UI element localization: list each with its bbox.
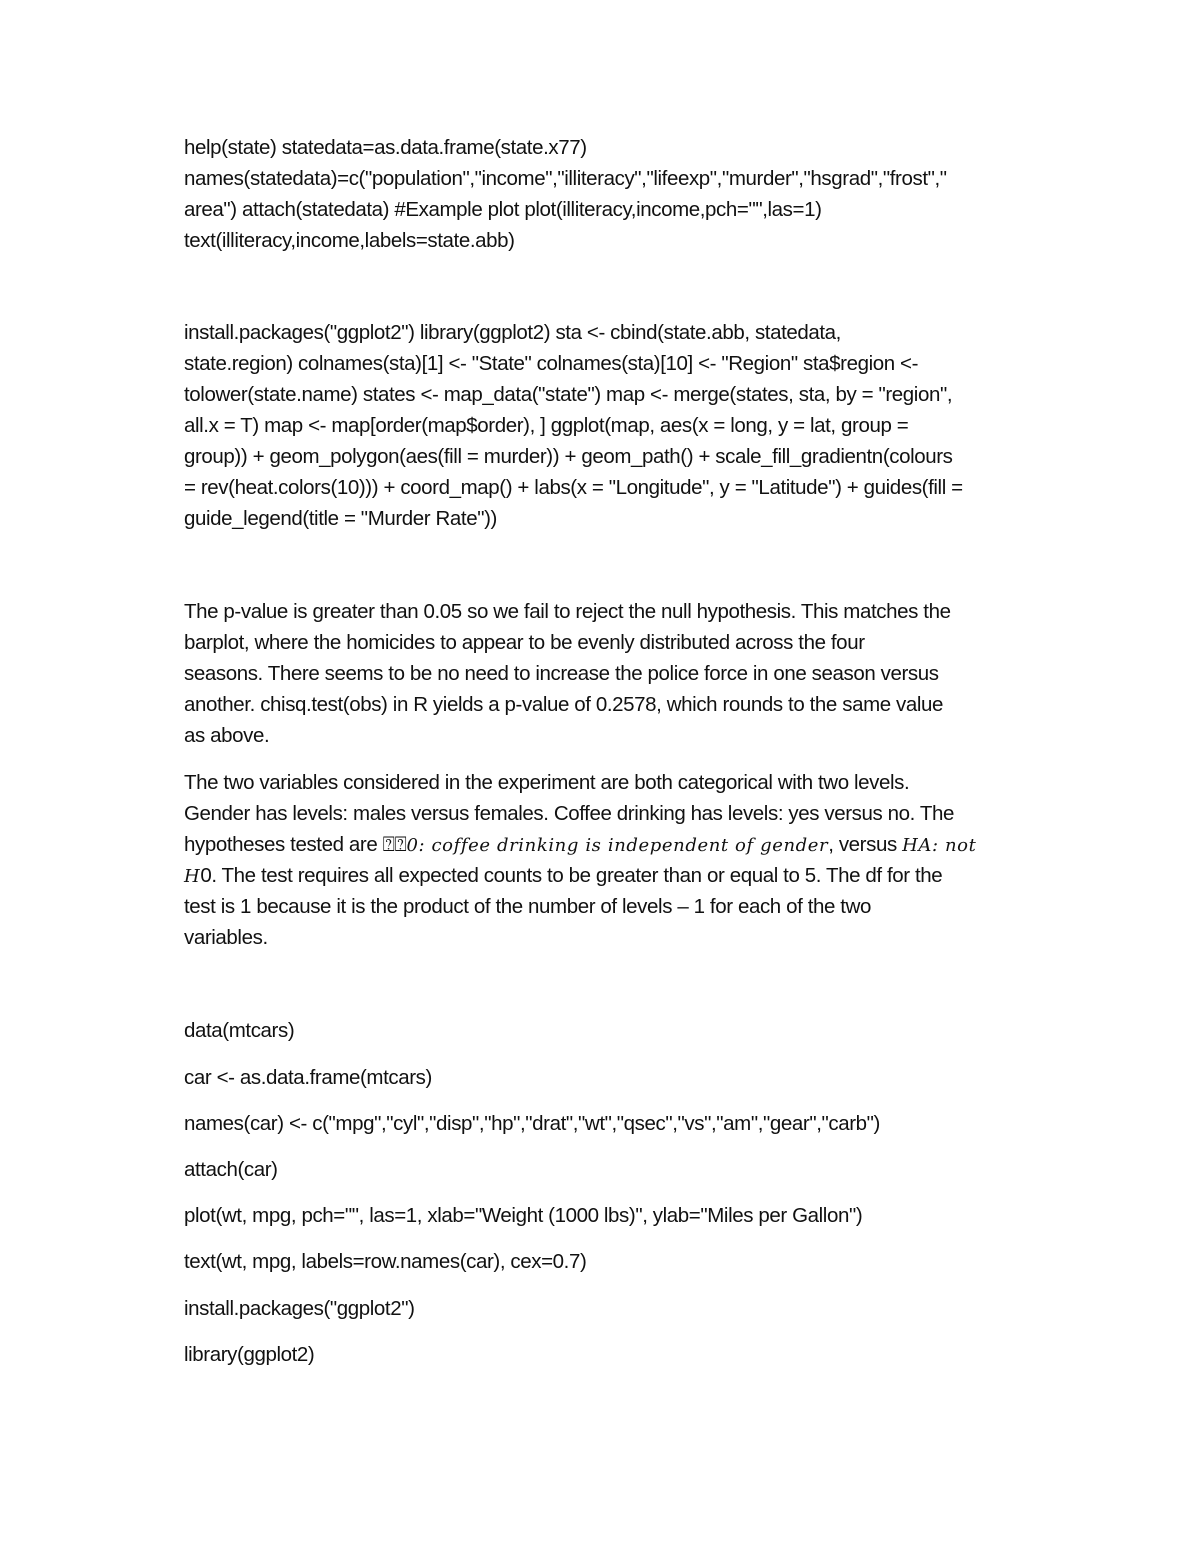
code-line: help(state) statedata=as.data.frame(state.x77) [184, 136, 587, 159]
code-line: data(mtcars) [184, 1019, 295, 1042]
paragraph-line [184, 829, 976, 861]
code-line: guide_legend(title = "Murder Rate")) [184, 507, 497, 530]
code-line: = rev(heat.colors(10))) + coord_map() + labs(x = "Longitude", y = "Latitude") + guides(fill = [184, 476, 963, 499]
null-hypothesis-math: 0: coffee drinking is independent of gender [406, 835, 829, 856]
paragraph-line: Gender has levels: males versus females. Coffee drinking has levels: yes versus no. The [184, 802, 955, 825]
code-line: names(statedata)=c("population","income","illiteracy","lifeexp","murder","hsgrad","frost"," [184, 167, 947, 190]
code-line: all.x = T) map <- map[order(map$order), ] ggplot(map, aes(x = long, y = lat, group = [184, 414, 909, 437]
paragraph-line: The p-value is greater than 0.05 so we fail to reject the null hypothesis. This matches the [184, 600, 951, 623]
paragraph-line: seasons. There seems to be no need to increase the police force in one season versus [184, 662, 939, 685]
missing-glyph-icon: ⍰⍰ [382, 833, 407, 856]
code-line: plot(wt, mpg, pch="", las=1, xlab="Weight (1000 lbs)", ylab="Miles per Gallon") [184, 1204, 863, 1227]
code-line: text(illiteracy,income,labels=state.abb) [184, 229, 515, 252]
paragraph-line: barplot, where the homicides to appear to be evenly distributed across the four [184, 631, 865, 654]
null-hypothesis-symbol: H [184, 866, 201, 887]
code-line: install.packages("ggplot2") [184, 1297, 415, 1320]
code-line: group)) + geom_polygon(aes(fill = murder)) + geom_path() + scale_fill_gradientn(colours [184, 445, 953, 468]
paragraph-line: test is 1 because it is the product of the number of levels – 1 for each of the two [184, 895, 871, 918]
paragraph-text: 0. The test requires all expected counts to be greater than or equal to 5. The df for the [200, 864, 943, 887]
paragraph-line: The two variables considered in the experiment are both categorical with two levels. [184, 771, 910, 794]
paragraph-line: variables. [184, 926, 268, 949]
alt-hypothesis-math: HA: not [902, 835, 977, 856]
code-line: tolower(state.name) states <- map_data("state") map <- merge(states, sta, by = "region", [184, 383, 953, 406]
code-line: car <- as.data.frame(mtcars) [184, 1066, 432, 1089]
code-line: install.packages("ggplot2") library(ggplot2) sta <- cbind(state.abb, statedata, [184, 321, 841, 344]
paragraph-line [184, 860, 942, 892]
code-line: names(car) <- c("mpg","cyl","disp","hp","drat","wt","qsec","vs","am","gear","carb") [184, 1112, 880, 1135]
code-line: library(ggplot2) [184, 1343, 315, 1366]
paragraph-text: , versus [828, 833, 903, 856]
code-line: text(wt, mpg, labels=row.names(car), cex=0.7) [184, 1250, 587, 1273]
code-line: attach(car) [184, 1158, 278, 1181]
code-line: state.region) colnames(sta)[1] <- "State" colnames(sta)[10] <- "Region" sta$region <- [184, 352, 919, 375]
code-line: area") attach(statedata) #Example plot plot(illiteracy,income,pch="",las=1) [184, 198, 822, 221]
paragraph-line: another. chisq.test(obs) in R yields a p-value of 0.2578, which rounds to the same value [184, 693, 944, 716]
paragraph-text: hypotheses tested are [184, 833, 383, 856]
paragraph-line: as above. [184, 724, 270, 747]
